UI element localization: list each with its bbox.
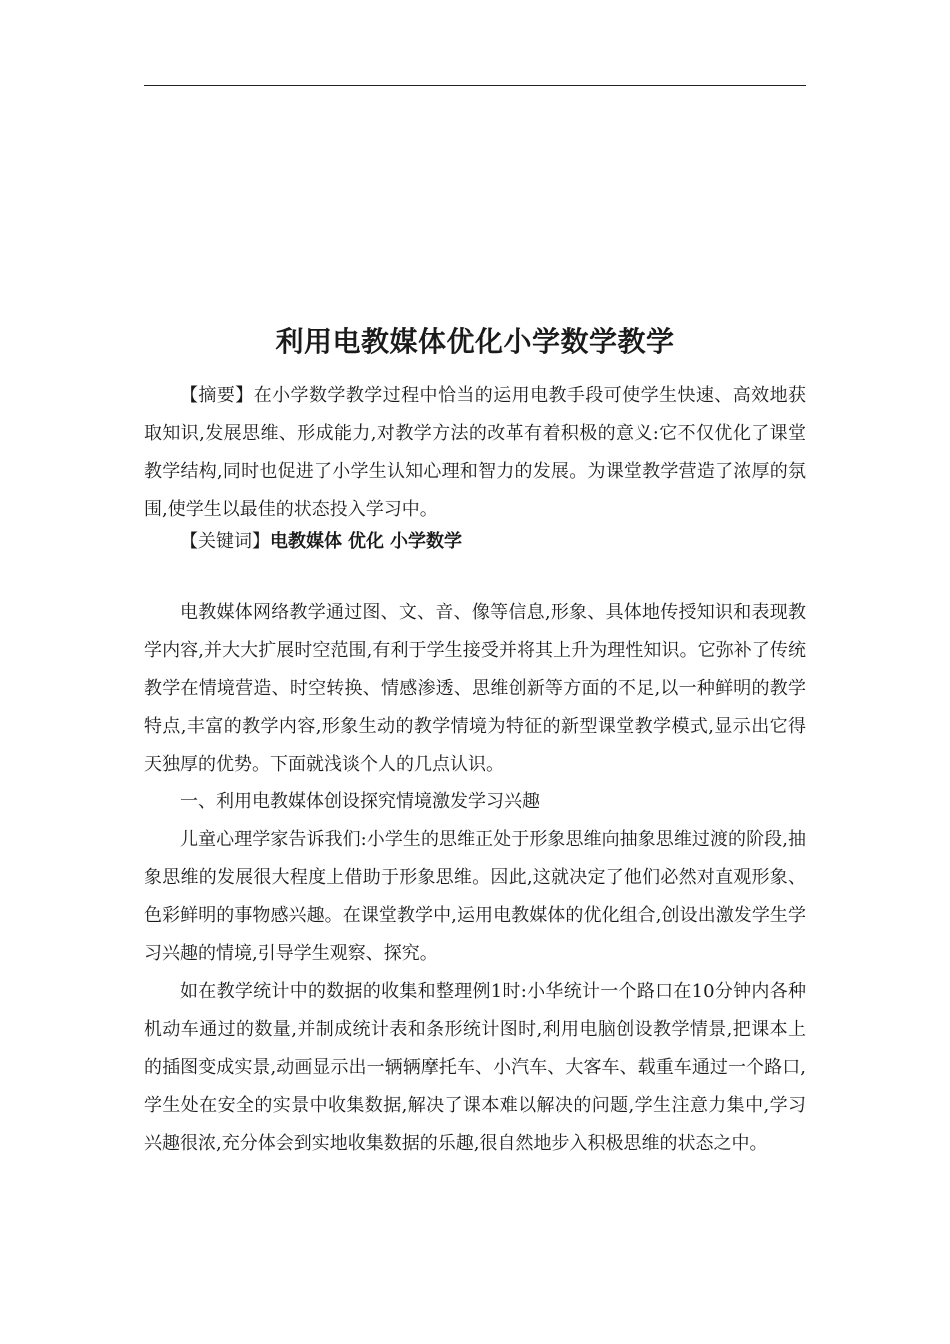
body-paragraph: 儿童心理学家告诉我们:小学生的思维正处于形象思维向抽象思维过渡的阶段,抽象思维的发展很大程度上借助于形象思维。因此,这就决定了他们必然对直观形象、色彩鲜明的事物感兴趣。在课堂教学中,运用电教媒体的优化组合,创设出激发学生学习兴趣的情境,引导学生观察、探究。: [144, 829, 806, 964]
section-heading: 一、利用电教媒体创设探究情境激发学习兴趣: [180, 791, 540, 812]
abstract-text: 在小学数学教学过程中恰当的运用电教手段可使学生快速、高效地获取知识,发展思维、形成能力,对教学方法的改革有着积极的意义:它不仅优化了课堂教学结构,同时也促进了小学生认知心理和智力的发展。为课堂教学营造了浓厚的氛围,使学生以最佳的状态投入学习中。: [144, 385, 807, 520]
keyword-item: 小学数学: [390, 531, 462, 552]
body-paragraph: 电教媒体网络教学通过图、文、音、像等信息,形象、具体地传授知识和表现教学内容,并大大扩展时空范围,有利于学生接受并将其上升为理性知识。它弥补了传统教学在情境营造、时空转换、情感渗透、思维创新等方面的不足,以一种鲜明的教学特点,丰富的教学内容,形象生动的教学情境为特征的新型课堂教学模式,显示出它得天独厚的优势。下面就浅谈个人的几点认识。: [144, 602, 806, 775]
document-title: 利用电教媒体优化小学数学教学: [275, 325, 675, 358]
abstract-paragraph: [144, 377, 806, 529]
keywords-values: [270, 531, 468, 552]
keywords-paragraph: [144, 523, 806, 561]
keywords-label: 【关键词】: [180, 531, 270, 552]
abstract-label: 【摘要】: [180, 385, 254, 406]
header-rule: [144, 85, 806, 86]
body-paragraph: 如在教学统计中的数据的收集和整理例1时:小华统计一个路口在10分钟内各种机动车通过的数量,并制成统计表和条形统计图时,利用电脑创设教学情景,把课本上的插图变成实景,动画显示出一辆辆摩托车、小汽车、大客车、载重车通过一个路口,学生处在安全的实景中收集数据,解决了课本难以解决的问题,学生注意力集中,学习兴趣很浓,充分体会到实地收集数据的乐趣,很自然地步入积极思维的状态之中。: [144, 981, 806, 1154]
keyword-item: 优化: [348, 531, 384, 552]
keyword-item: 电教媒体: [270, 531, 342, 552]
